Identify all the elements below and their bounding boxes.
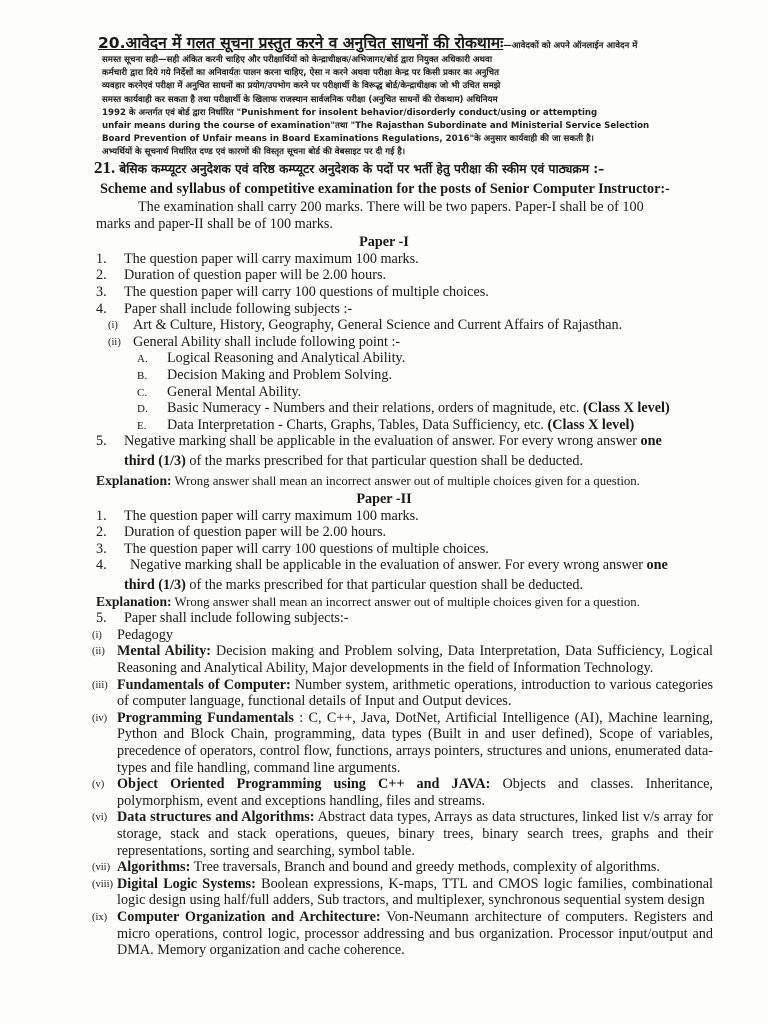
- subject-item: [0, 909, 768, 959]
- section-20-line: कर्मचारी द्वारा दिये गये निर्देशों का अनिवार्यतः पालन करना चाहिए, ऐसा न करने अथवा परीक्षा केन्द्र पर किसी प्रकार का अनुचित: [102, 68, 500, 79]
- ability-letter: E.: [137, 419, 147, 432]
- ability-text-plain: Basic Numeracy - Numbers and their relations, orders of magnitude, etc.: [167, 400, 584, 417]
- ability-item: [0, 417, 768, 434]
- subject-item: [0, 627, 768, 644]
- item-text: [130, 557, 668, 574]
- subject-text: [117, 677, 713, 710]
- item-number: 1.: [96, 250, 107, 267]
- section-20-line: अभ्यर्थियों के सूचनार्थ निर्धारित दण्ड एवं कारणों की विस्तृत सूचना बोर्ड की वेबसाइट पर दी गई है।: [102, 147, 406, 158]
- paper-1-item: [0, 267, 768, 284]
- intro-line: The examination shall carry 200 marks. There will be two papers. Paper-I shall be of 100: [138, 199, 644, 215]
- item-number: 4.: [96, 557, 107, 574]
- negative-marking-line: [0, 453, 768, 470]
- subject-description: Number system, arithmetic operations, introduction to various categories of computer language, functional details of Input and Output devices.: [117, 676, 713, 710]
- ability-letter: B.: [137, 369, 148, 382]
- subject-text: [117, 809, 713, 859]
- subject-number: (vii): [92, 862, 111, 874]
- ability-item: [0, 384, 768, 401]
- item-number: 1.: [96, 507, 107, 524]
- subject-text: [117, 710, 713, 776]
- ability-text: [167, 367, 392, 384]
- ability-item: [0, 400, 768, 417]
- ability-text-plain: Logical Reasoning and Analytical Ability.: [167, 350, 406, 367]
- subject-text: [117, 627, 713, 644]
- explanation-text: Wrong answer shall mean an incorrect answer out of multiple choices given for a question.: [171, 594, 640, 609]
- subject-item: [0, 710, 768, 776]
- section-21-english-heading: Scheme and syllabus of competitive examination for the posts of Senior Computer Instructor:-: [100, 181, 670, 197]
- ability-text: [167, 400, 670, 417]
- ability-text-plain: Decision Making and Problem Solving.: [167, 366, 393, 383]
- paper-1-title: Paper -I: [359, 234, 409, 251]
- item-text: The question paper will carry maximum 100 marks.: [124, 507, 419, 524]
- subject-text: [117, 876, 713, 909]
- explanation: [0, 594, 768, 611]
- subject-item: [0, 876, 768, 909]
- ability-text-plain: General Mental Ability.: [167, 383, 302, 400]
- section-21-number: 21.: [94, 158, 116, 177]
- fraction-bold: third (1/3): [124, 452, 186, 469]
- section-20-line: Board Prevention of Unfair means in Board Examinations Regulations, 2016"के अनुसार कार्यवाही की जा सकती है।: [102, 134, 594, 145]
- sub-item-number: (ii): [108, 336, 121, 348]
- subject-number: (v): [92, 779, 105, 791]
- ability-text: [167, 350, 405, 367]
- subject-number: (vi): [92, 812, 108, 824]
- subject-title: Fundamentals of Computer:: [117, 676, 291, 693]
- item-text: The question paper will carry 100 questions of multiple choices.: [124, 540, 489, 557]
- subject-description: : C, C++, Java, DotNet, Artificial Intelligence (AI), Machine learning, Python and Block Chain, programming, data types (Built in and user defined), Scope of variables, precedence of operators, control flow, functions, arrays pointers, structures and unions, enumerated data-types and file handling, command line arguments.: [117, 709, 713, 776]
- ability-letter: D.: [137, 403, 148, 416]
- ability-letter: A.: [137, 353, 148, 366]
- subject-description: Tree traversals, Branch and bound and greedy methods, complexity of algorithms.: [190, 859, 660, 876]
- item-text: The question paper will carry 100 questions of multiple choices.: [124, 283, 489, 300]
- syllabus-body: [0, 199, 768, 959]
- item-text: [124, 433, 662, 450]
- subject-description: Abstract data types, Arrays as data structures, linked list v/s array for storage, stack and stack operations, queues, binary trees, binary search trees, graphs and their representations, sorting and searching, symbol table.: [117, 809, 713, 859]
- subject-text: [117, 643, 713, 676]
- subject-description: Boolean expressions, K-maps, TTL and CMOS logic families, combinational logic design using half/full adders, Sub tractors, and multiplexer, synchronous sequential system design: [117, 875, 713, 909]
- subject-item: [0, 809, 768, 859]
- item-text: Duration of question paper will be 2.00 hours.: [124, 524, 387, 541]
- subject-number: (viii): [92, 878, 113, 890]
- section-20-line: व्यवहार करनेएवं परीक्षा में अनुचित साधनों का प्रयोग/उपभोग करने पर परीक्षार्थी के विरूद्ध बोर्ड/केन्द्राधीक्षक जो भी उचित समझे: [102, 81, 501, 92]
- subject-item: [0, 677, 768, 710]
- item-text: Paper shall include following subjects :-: [124, 300, 353, 317]
- subject-item: [0, 643, 768, 676]
- paper-1-item: [0, 433, 768, 450]
- paper-2-item: [0, 610, 768, 627]
- subject-number: (i): [92, 629, 102, 641]
- ability-text: [167, 384, 301, 401]
- subject-text: [117, 909, 713, 959]
- subject-title: Programming Fundamentals: [117, 709, 294, 726]
- explanation: [0, 473, 768, 490]
- paper-1-item: [0, 251, 768, 268]
- ability-text-plain: Data Interpretation - Charts, Graphs, Tables, Data Sufficiency, etc.: [167, 416, 548, 433]
- ability-level: (Class X level): [547, 416, 635, 433]
- paper-2-item: [0, 557, 768, 574]
- item-number: 2.: [96, 524, 107, 541]
- subject-item: [0, 859, 768, 876]
- sub-item-text: General Ability shall include following point :-: [133, 333, 401, 350]
- item-text: Paper shall include following subjects:-: [124, 610, 349, 627]
- ability-level: (Class X level): [583, 400, 670, 417]
- fraction-text: of the marks prescribed for that particular question shall be deducted.: [185, 577, 583, 594]
- item-number: 2.: [96, 267, 107, 284]
- section-20: [98, 34, 726, 160]
- section-20-line: समस्त कार्यवाही कर सकता है तथा परीक्षार्थी के खिलाफ राजस्थान सार्वजनिक परीक्षा (अनुचित साधनों की रोकथाम) अधिनियम: [102, 94, 498, 105]
- paper-1-sub-item: [0, 317, 768, 334]
- subject-description: Objects and classes. Inheritance, polymorphism, event and exceptions handling, files and streams.: [117, 776, 713, 809]
- ability-letter: C.: [137, 386, 148, 399]
- sub-item-text: Art & Culture, History, Geography, General Science and Current Affairs of Rajasthan.: [133, 317, 623, 334]
- explanation-label: Explanation:: [96, 472, 172, 488]
- explanation-label: Explanation:: [96, 593, 172, 609]
- subject-number: (ix): [92, 911, 108, 923]
- subject-title: Algorithms:: [117, 859, 191, 876]
- intro-line: marks and paper-II shall be of 100 marks.: [96, 215, 333, 232]
- item-text: Duration of question paper will be 2.00 hours.: [124, 267, 387, 284]
- ability-text: [167, 417, 634, 434]
- ability-item: [0, 350, 768, 367]
- sub-item-number: (i): [108, 320, 118, 332]
- item-number: 3.: [96, 283, 107, 300]
- paper-1-sub-item: [0, 334, 768, 351]
- section-21-hindi-heading: बेसिक कम्प्यूटर अनुदेशक एवं वरिष्ठ कम्प्यूटर अनुदेशक के पदों पर भर्ती हेतु परीक्षा की स्कीम एवं पाठ्यक्रम :–: [119, 162, 605, 176]
- subject-item: [0, 776, 768, 809]
- paper-2-item: [0, 541, 768, 558]
- section-20-heading: 20.आवेदन में गलत सूचना प्रस्तुत करने व अनुचित साधनों की रोकथामः: [98, 34, 504, 52]
- negative-marking-line: [0, 577, 768, 594]
- subject-description: Von-Neumann architecture of computers. Registers and micro operations, control logic, processor addressing and bus organization. Processor input/output and DMA. Memory organization and cache coherence.: [117, 908, 713, 959]
- section-21-heading: [94, 158, 734, 178]
- subject-title: Object Oriented Programming using C++ and JAVA:: [117, 776, 491, 793]
- subject-number: (ii): [92, 646, 105, 658]
- section-20-line: समस्त सूचना सही—सही अंकित करनी चाहिए और परीक्षार्थियों को केन्द्राधीक्षक/अभिजागर/बोर्ड द्वारा नियुक्त अधिकारी अथवा: [102, 55, 493, 65]
- item-text-bold: one: [640, 433, 662, 450]
- subject-description: Pedagogy: [117, 626, 173, 643]
- section-20-line: 1992 के अन्तर्गत एवं बोर्ड द्वारा निर्धारित "Punishment for insolent behavior/disorderly conduct/using or attempting: [102, 107, 598, 118]
- explanation-text: Wrong answer shall mean an incorrect answer out of multiple choices given for a question.: [171, 473, 640, 488]
- fraction-text: of the marks prescribed for that particular question shall be deducted.: [185, 452, 583, 469]
- subject-title: Mental Ability:: [117, 643, 212, 660]
- subject-description: Decision making and Problem solving, Data Interpretation, Data Sufficiency, Logical Reasoning and Analytical Ability, Major developments in the field of Information Technology.: [117, 643, 713, 677]
- section-20-first-line: [98, 34, 726, 54]
- fraction-bold: third (1/3): [124, 577, 186, 594]
- paper-2-item: [0, 524, 768, 541]
- subject-text: [117, 859, 713, 876]
- paper-1-item: [0, 301, 768, 318]
- item-number: 5.: [96, 433, 107, 450]
- section-20-first-text: —आवेदकों को अपने ऑनलाईन आवेदन में: [503, 41, 638, 51]
- paper-1-item: [0, 284, 768, 301]
- subject-title: Digital Logic Systems:: [117, 875, 256, 892]
- subject-number: (iv): [92, 712, 108, 724]
- paper-2-title: Paper -II: [356, 491, 412, 508]
- subject-title: Data structures and Algorithms:: [117, 809, 315, 826]
- item-text-plain: Negative marking shall be applicable in the evaluation of answer. For every wrong answer: [124, 433, 641, 450]
- subject-text: [117, 776, 713, 809]
- item-text-plain: Negative marking shall be applicable in the evaluation of answer. For every wrong answer: [130, 557, 647, 574]
- section-20-line: unfair means during the course of examination"तथा "The Rajasthan Subordinate and Ministerial Service Selection: [102, 121, 650, 132]
- paper-2-item: [0, 508, 768, 525]
- item-number: 3.: [96, 540, 107, 557]
- item-text-bold: one: [646, 557, 668, 574]
- ability-item: [0, 367, 768, 384]
- subject-title: Computer Organization and Architecture:: [117, 908, 381, 925]
- item-number: 5.: [96, 610, 107, 627]
- item-text: The question paper will carry maximum 100 marks.: [124, 250, 419, 267]
- subject-number: (iii): [92, 679, 108, 691]
- item-number: 4.: [96, 300, 107, 317]
